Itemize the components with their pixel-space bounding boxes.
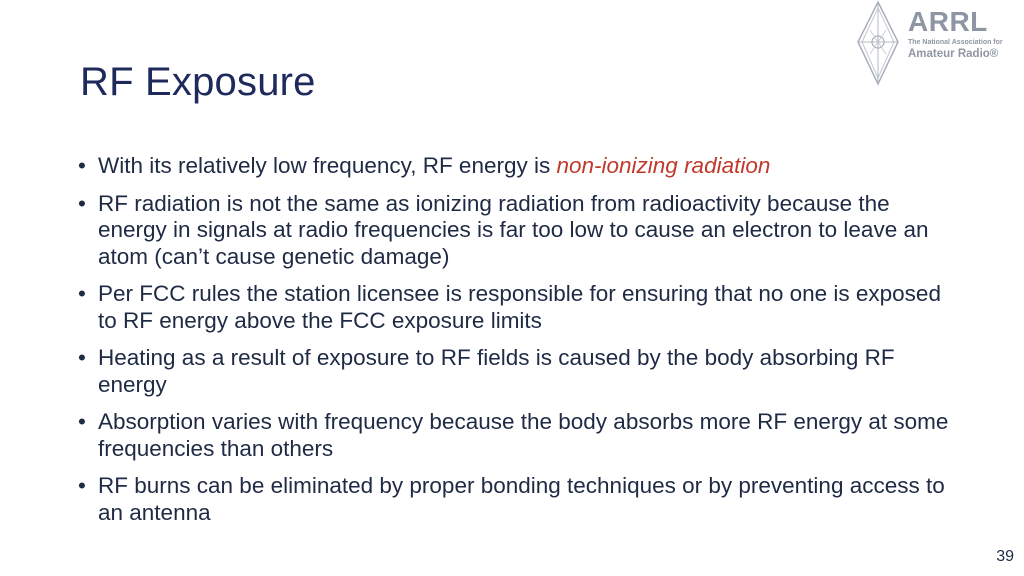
bullet-item [76,153,956,180]
bullet-item [76,281,956,334]
bullet-dot-icon: • [78,153,86,178]
bullet-dot-icon: • [78,473,86,498]
bullet-item [76,409,956,462]
bullet-text: RF burns can be eliminated by proper bonding techniques or by preventing access to an antenna [98,473,945,525]
logo-subtitle: The National Association for [908,39,1003,46]
bullet-dot-icon: • [78,409,86,434]
bullet-dot-icon: • [78,345,86,370]
bullet-item [76,191,956,271]
logo-tagline: Amateur Radio® [908,48,999,60]
bullet-dot-icon: • [78,190,86,216]
page-number: 39 [996,548,1014,565]
bullet-emphasis: non-ionizing radiation [556,153,771,178]
bullet-text: Heating as a result of exposure to RF fields is caused by the body absorbing RF energy [98,345,895,397]
logo-name: ARRL [908,6,988,37]
bullet-item [76,473,956,526]
bullet-text: Absorption varies with frequency because the body absorbs more RF energy at some frequencies than others [98,409,949,461]
logo-text [908,8,1024,61]
arrl-diamond-logo-icon [856,0,916,86]
bullet-list [76,153,956,537]
arrl-logo [856,0,1024,86]
bullet-dot-icon: • [78,281,86,306]
slide-title: RF Exposure [80,60,316,104]
bullet-text: Per FCC rules the station licensee is responsible for ensuring that no one is exposed to RF energy above the FCC exposure limits [98,281,941,333]
bullet-text: With its relatively low frequency, RF energy is [98,153,557,178]
bullet-text: RF radiation is not the same as ionizing radiation from radioactivity because the energy in signals at radio frequencies is far too low to cause an electron to leave an atom (can’t cause genetic damage) [98,190,929,269]
bullet-item [76,345,956,398]
